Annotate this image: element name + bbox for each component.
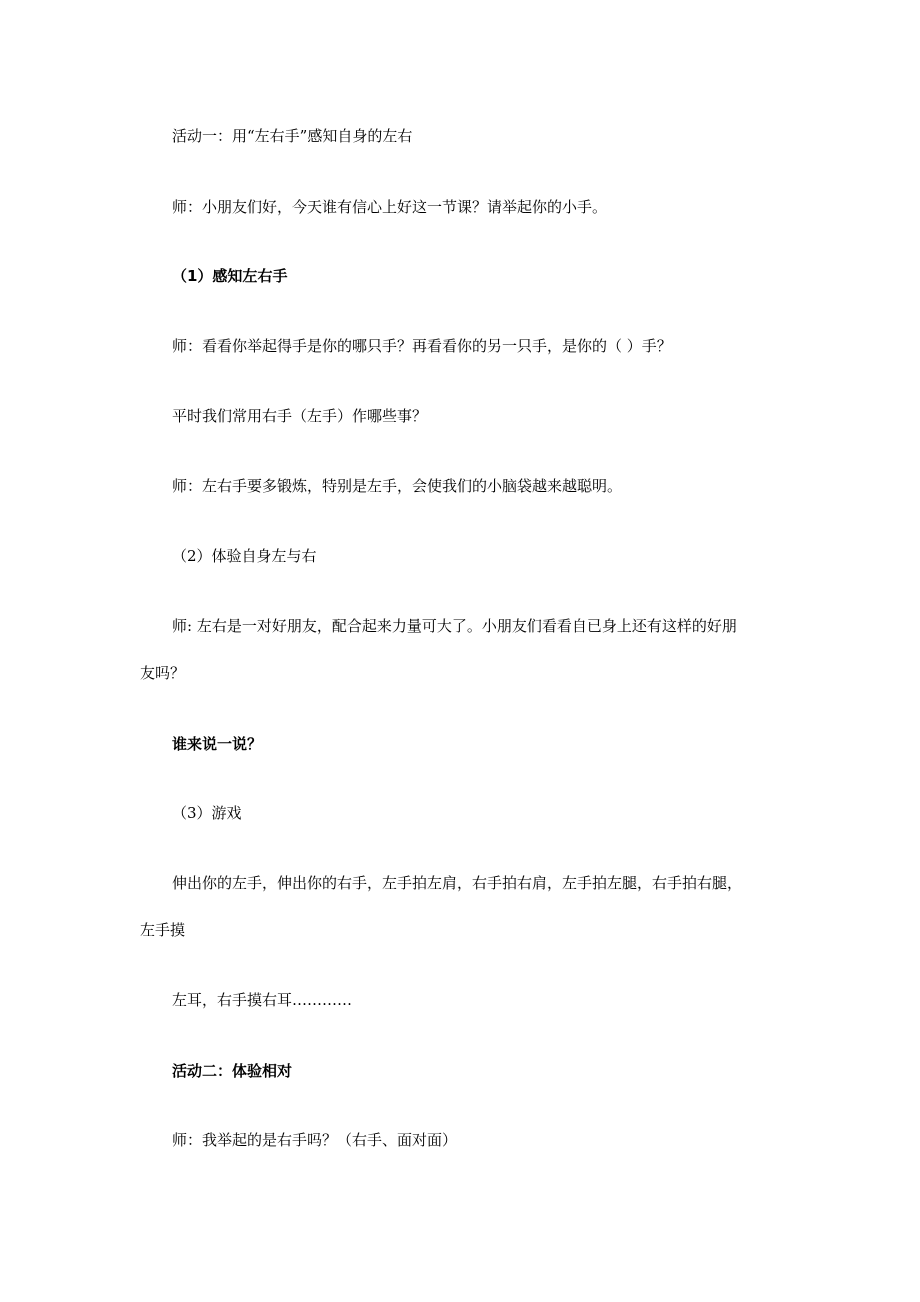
activity-one-heading: 活动一：用“左右手”感知自身的左右 xyxy=(172,127,413,145)
paragraph-teacher-friends-continued: 友吗？ xyxy=(140,664,186,682)
paragraph-teacher-friends: 师: 左右是一对好朋友，配合起来力量可大了。小朋友们看看自已身上还有这样的好朋 xyxy=(172,617,737,635)
paragraph-who-speaks: 谁来说一说？ xyxy=(172,735,263,753)
paragraph-game-continued: 左手摸 xyxy=(140,921,186,939)
section-heading-2: （2）体验自身左与右 xyxy=(172,547,317,565)
paragraph-game-ears: 左耳，右手摸右耳………… xyxy=(172,991,353,1009)
paragraph-teacher-question: 师：看看你举起得手是你的哪只手？再看看你的另一只手，是你的（ ）手？ xyxy=(172,337,672,355)
section-heading-1: （1）感知左右手 xyxy=(172,267,288,285)
paragraph-game: 伸出你的左手，伸出你的右手，左手拍左肩，右手拍右肩，左手拍左腿，右手拍右腿， xyxy=(172,874,743,892)
activity-two-heading: 活动二：体验相对 xyxy=(172,1062,293,1080)
paragraph-teacher-greeting: 师：小朋友们好，今天谁有信心上好这一节课？请举起你的小手。 xyxy=(172,198,608,216)
paragraph-teacher-exercise: 师：左右手要多锻炼，特别是左手，会使我们的小脑袋越来越聪明。 xyxy=(172,477,623,495)
paragraph-daily-use: 平时我们常用右手（左手）作哪些事？ xyxy=(172,407,428,425)
section-heading-3: （3）游戏 xyxy=(172,804,242,822)
paragraph-teacher-right-hand: 师：我举起的是右手吗？（右手、面对面） xyxy=(172,1131,458,1149)
